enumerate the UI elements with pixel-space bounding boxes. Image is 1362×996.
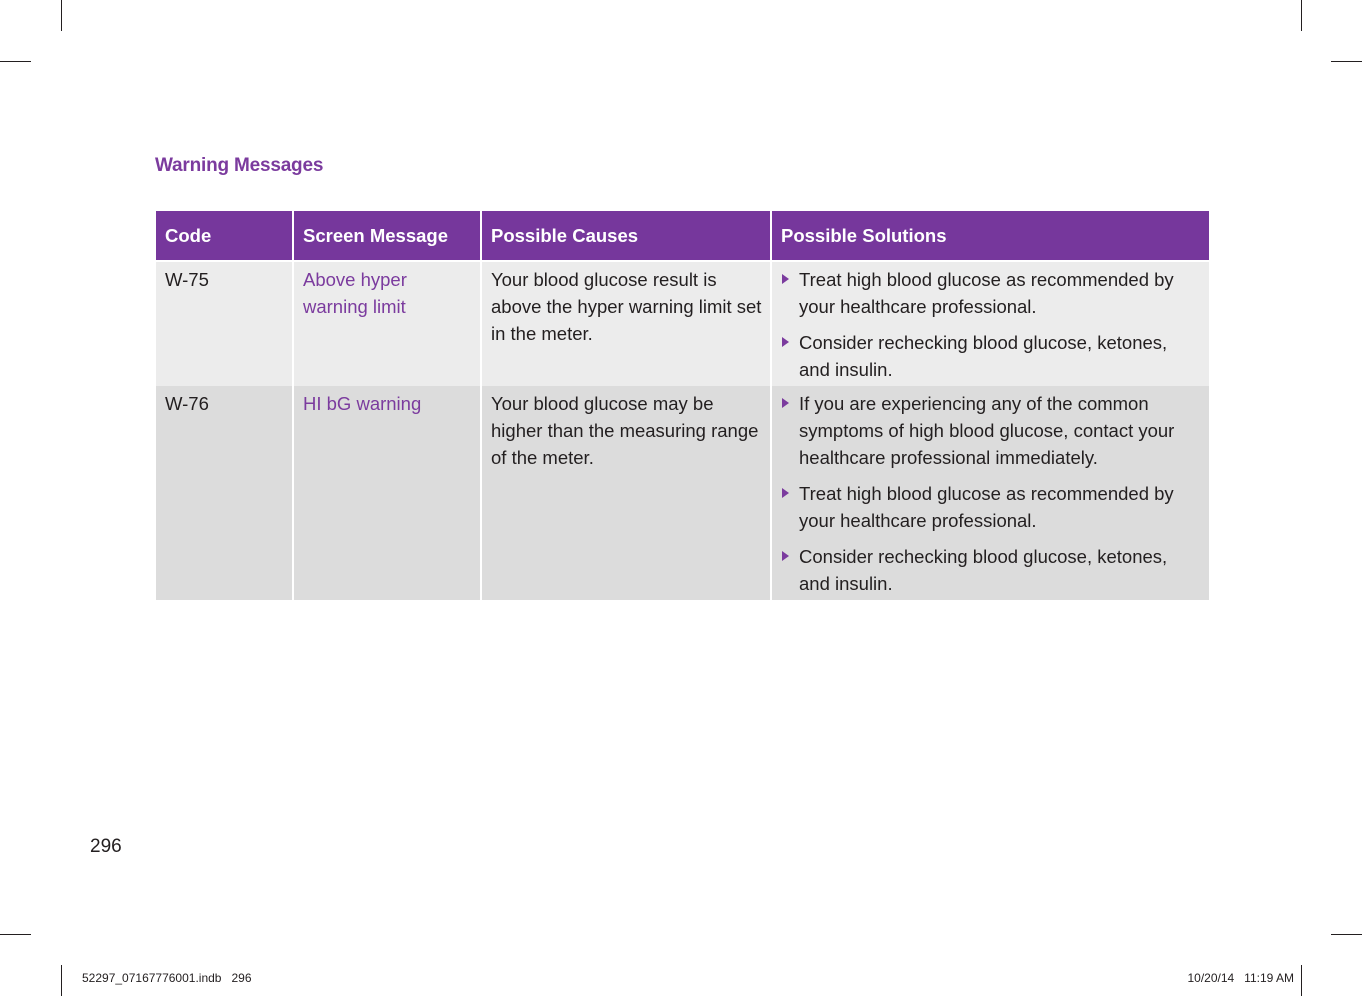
- column-header-screen-message: Screen Message: [294, 211, 480, 262]
- solutions-list: [781, 266, 1201, 383]
- table-row-2-code: W-76: [156, 386, 292, 600]
- triangle-right-icon: [782, 398, 789, 408]
- list-item: [781, 266, 1201, 320]
- solution-text: If you are experiencing any of the common symptoms of high blood glucose, contact your healthcare professional immediately.: [799, 393, 1175, 468]
- list-item: [781, 480, 1201, 534]
- crop-mark-top-right-v: [1301, 0, 1302, 31]
- warning-messages-table: [156, 211, 1207, 600]
- crop-mark-bottom-left-h: [0, 934, 31, 935]
- triangle-right-icon: [782, 551, 789, 561]
- print-slug-file: 52297_07167776001.indb 296: [82, 971, 252, 985]
- solutions-list: [781, 390, 1201, 597]
- column-header-possible-solutions: Possible Solutions: [772, 211, 1209, 262]
- page-number: 296: [90, 836, 122, 857]
- crop-mark-top-left-h: [0, 61, 31, 62]
- crop-mark-bottom-left-v: [61, 965, 62, 996]
- list-item: [781, 543, 1201, 597]
- column-header-possible-causes: Possible Causes: [482, 211, 770, 262]
- triangle-right-icon: [782, 488, 789, 498]
- table-row-2-cause: Your blood glucose may be higher than the measuring range of the meter.: [482, 386, 770, 600]
- list-item: [781, 329, 1201, 383]
- triangle-right-icon: [782, 274, 789, 284]
- solution-text: Consider rechecking blood glucose, ketones, and insulin.: [799, 332, 1168, 380]
- solution-text: Treat high blood glucose as recommended by your healthcare professional.: [799, 483, 1174, 531]
- column-header-code: Code: [156, 211, 292, 262]
- table-row-1-cause: Your blood glucose result is above the hyper warning limit set in the meter.: [482, 262, 770, 386]
- solution-text: Consider rechecking blood glucose, ketones, and insulin.: [799, 546, 1168, 594]
- crop-mark-bottom-right-v: [1301, 965, 1302, 996]
- table-row-2-message: HI bG warning: [294, 386, 480, 600]
- table-row-1-code: W-75: [156, 262, 292, 386]
- list-item: [781, 390, 1201, 471]
- solution-text: Treat high blood glucose as recommended by your healthcare professional.: [799, 269, 1174, 317]
- table-row-2-solutions: [772, 386, 1209, 600]
- triangle-right-icon: [782, 337, 789, 347]
- crop-mark-bottom-right-h: [1331, 934, 1362, 935]
- print-slug-datetime: 10/20/14 11:19 AM: [1187, 971, 1294, 985]
- table-row-1-solutions: [772, 262, 1209, 386]
- crop-mark-top-right-h: [1331, 61, 1362, 62]
- table-row-1-message: Above hyper warning limit: [294, 262, 480, 386]
- crop-mark-top-left-v: [61, 0, 62, 31]
- section-heading: Warning Messages: [155, 155, 324, 176]
